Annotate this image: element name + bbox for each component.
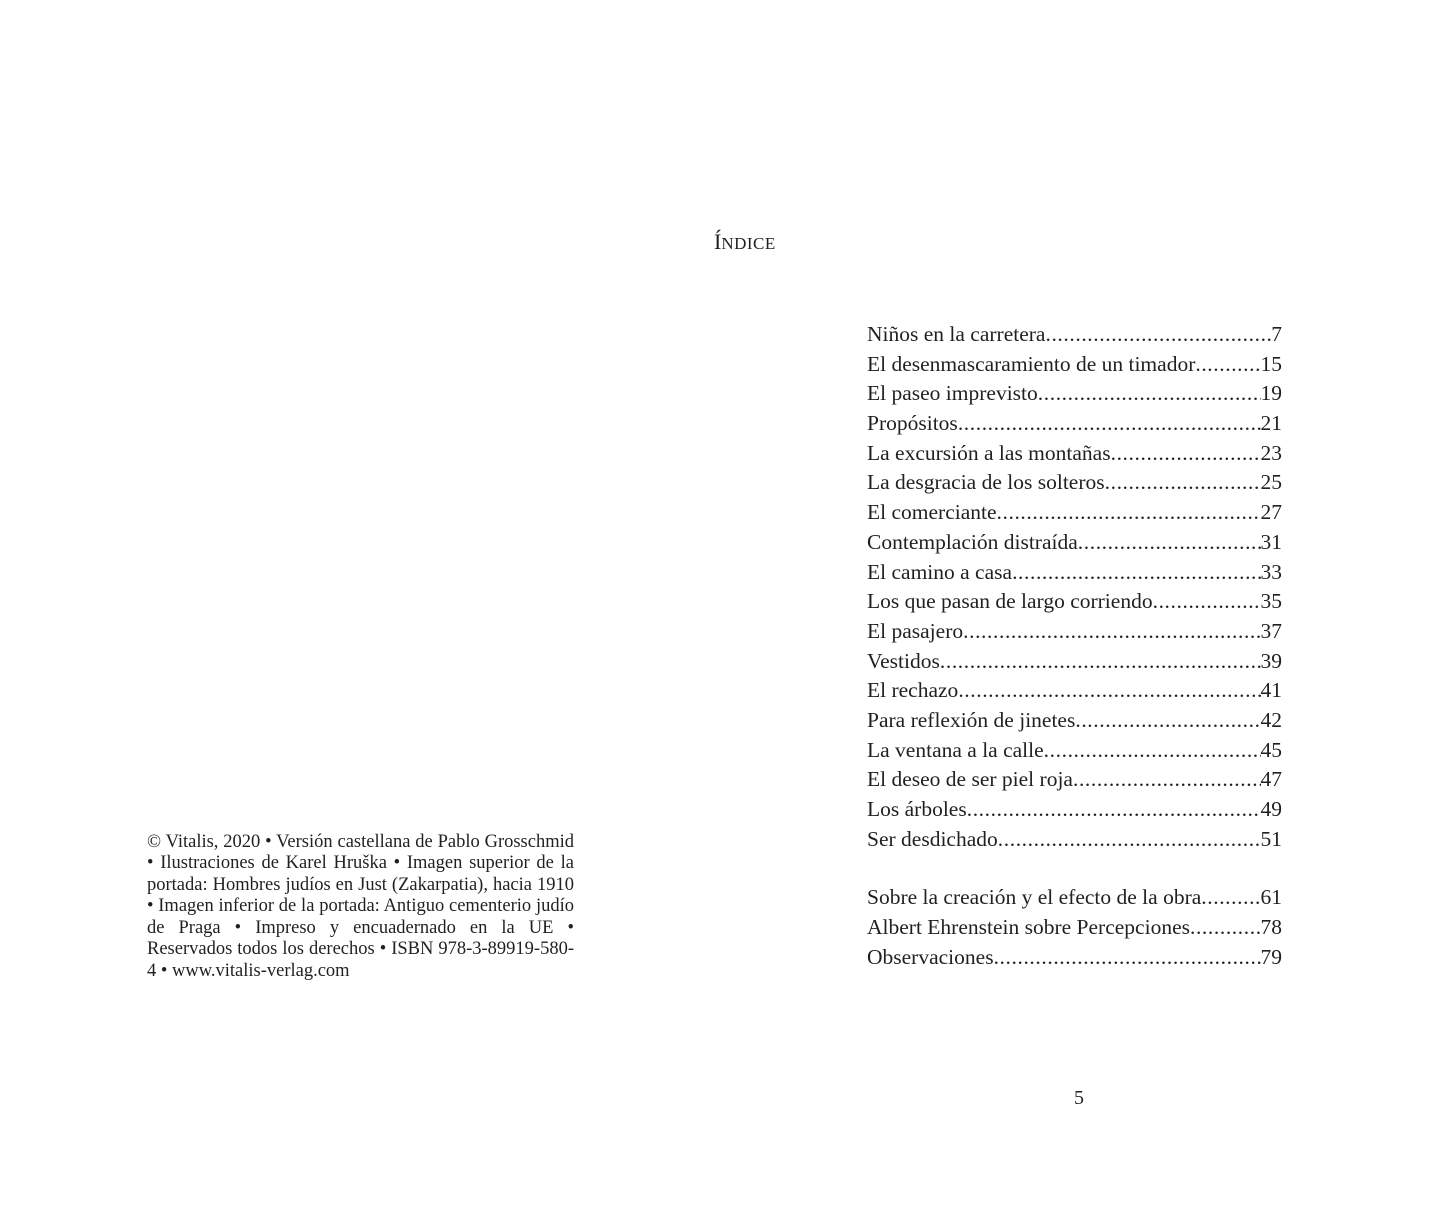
toc-dot-leader: [998, 825, 1261, 855]
toc-entry-page: 7: [1271, 322, 1282, 346]
toc-dot-leader: [958, 409, 1261, 439]
toc-dot-leader: [1038, 379, 1261, 409]
toc-entry-page: 41: [1260, 678, 1282, 703]
toc-entry[interactable]: [867, 647, 1282, 677]
toc-entry-title: El camino a casa: [867, 559, 1013, 584]
toc-entry-page: 37: [1260, 618, 1282, 643]
toc-dot-leader: [1153, 587, 1261, 617]
toc-dot-leader: [994, 943, 1261, 973]
toc-extra-list: [867, 883, 1282, 972]
toc-dot-leader: [963, 617, 1260, 647]
toc-dot-leader: [1190, 913, 1261, 943]
toc-entry[interactable]: [867, 587, 1282, 617]
toc-entry-title: Contemplación distraída: [867, 529, 1078, 554]
toc-entry-title: Albert Ehrenstein sobre Percepciones: [867, 915, 1190, 940]
toc-dot-leader: [1045, 320, 1271, 350]
toc-entry[interactable]: [867, 558, 1282, 588]
toc-entry-page: 21: [1260, 411, 1282, 436]
toc-dot-leader: [997, 498, 1261, 528]
toc-entry-title: El comerciante: [867, 500, 997, 525]
toc-entry-page: 61: [1260, 885, 1282, 910]
table-of-contents: [867, 320, 1282, 972]
toc-entry-page: 49: [1260, 797, 1282, 821]
toc-entry-title: Ser desdichado: [867, 826, 998, 851]
toc-entry-title: Los que pasan de largo corriendo: [867, 589, 1153, 614]
toc-entry-title: El rechazo: [867, 678, 959, 703]
toc-dot-leader: [1012, 558, 1260, 588]
toc-dot-leader: [958, 676, 1260, 706]
toc-entry-title: Sobre la creación y el efecto de la obra: [867, 885, 1202, 910]
imprint-text: © Vitalis, 2020 • Versión castellana de Pablo Grosschmid • Ilustraciones de Karel Hruška • Imagen superior de la portada: Hombres judíos en Just (Zakarpatia), hacia 1910 • Imagen inferior de la portada: Antiguo cementerio judío de Praga • Impreso y encuadernado en la UE • Reservados todos los derechos • ISBN 978-3-89919-580-4 • www.vitalis-verlag.com: [147, 831, 574, 982]
toc-entry-page: 79: [1260, 944, 1282, 969]
toc-entry[interactable]: [867, 736, 1282, 766]
toc-entry-title: Vestidos: [867, 648, 940, 673]
toc-entry[interactable]: [867, 379, 1282, 409]
page-number: 5: [1074, 1087, 1084, 1109]
toc-entry-title: La desgracia de los solteros: [867, 470, 1105, 495]
toc-entry-title: El pasajero: [867, 618, 964, 643]
toc-entry[interactable]: [867, 706, 1282, 736]
toc-dot-leader: [1075, 706, 1260, 736]
left-page: [0, 0, 714, 1211]
toc-entry-title: Niños en la carretera: [867, 322, 1046, 346]
toc-entry-page: 78: [1260, 915, 1282, 940]
toc-entry-title: El paseo imprevisto: [867, 381, 1038, 406]
toc-entry[interactable]: [867, 883, 1282, 913]
toc-entry-page: 39: [1260, 648, 1282, 673]
toc-entry[interactable]: [867, 498, 1282, 528]
toc-heading-rest: NDICE: [721, 234, 776, 253]
toc-entry[interactable]: [867, 765, 1282, 795]
toc-entry[interactable]: [867, 439, 1282, 469]
toc-entry[interactable]: [867, 617, 1282, 647]
toc-entry-title: La excursión a las montañas: [867, 440, 1111, 465]
toc-entry-page: 33: [1260, 559, 1282, 584]
toc-entry-page: 47: [1260, 767, 1282, 792]
toc-entry-page: 45: [1260, 737, 1282, 762]
toc-entry[interactable]: [867, 795, 1282, 825]
toc-heading: [0, 229, 776, 255]
toc-dot-leader: [940, 647, 1261, 677]
toc-entry[interactable]: [867, 320, 1282, 350]
toc-entry-title: Observaciones: [867, 944, 994, 969]
toc-entry[interactable]: [867, 528, 1282, 558]
toc-entry[interactable]: [867, 913, 1282, 943]
toc-entry[interactable]: [867, 350, 1282, 380]
right-page: [714, 0, 1429, 1211]
toc-entry[interactable]: [867, 468, 1282, 498]
toc-dot-leader: [967, 795, 1261, 825]
toc-dot-leader: [1195, 350, 1260, 380]
toc-main-list: [867, 320, 1282, 854]
toc-entry-page: 42: [1260, 707, 1282, 732]
toc-entry[interactable]: [867, 676, 1282, 706]
toc-dot-leader: [1073, 765, 1261, 795]
toc-entry[interactable]: [867, 825, 1282, 855]
toc-heading-initial: Í: [714, 229, 722, 254]
toc-entry-title: El deseo de ser piel roja: [867, 767, 1073, 792]
toc-entry-page: 51: [1260, 826, 1282, 851]
toc-entry-page: 23: [1260, 440, 1282, 465]
toc-dot-leader: [1078, 528, 1261, 558]
toc-entry-page: 35: [1260, 589, 1282, 614]
toc-dot-leader: [1044, 736, 1261, 766]
toc-dot-leader: [1201, 883, 1260, 913]
toc-dot-leader: [1105, 468, 1261, 498]
toc-entry-title: El desenmascaramiento de un timador: [867, 351, 1196, 376]
toc-entry-page: 31: [1260, 529, 1282, 554]
toc-entry-title: La ventana a la calle: [867, 737, 1044, 762]
toc-dot-leader: [1111, 439, 1261, 469]
toc-entry[interactable]: [867, 409, 1282, 439]
toc-entry-title: Los árboles: [867, 797, 967, 821]
toc-entry-title: Propósitos: [867, 411, 958, 436]
toc-entry-page: 19: [1260, 381, 1282, 406]
toc-entry[interactable]: [867, 943, 1282, 973]
toc-entry-title: Para reflexión de jinetes: [867, 707, 1076, 732]
toc-entry-page: 25: [1260, 470, 1282, 495]
toc-entry-page: 15: [1260, 351, 1282, 376]
toc-entry-page: 27: [1260, 500, 1282, 525]
